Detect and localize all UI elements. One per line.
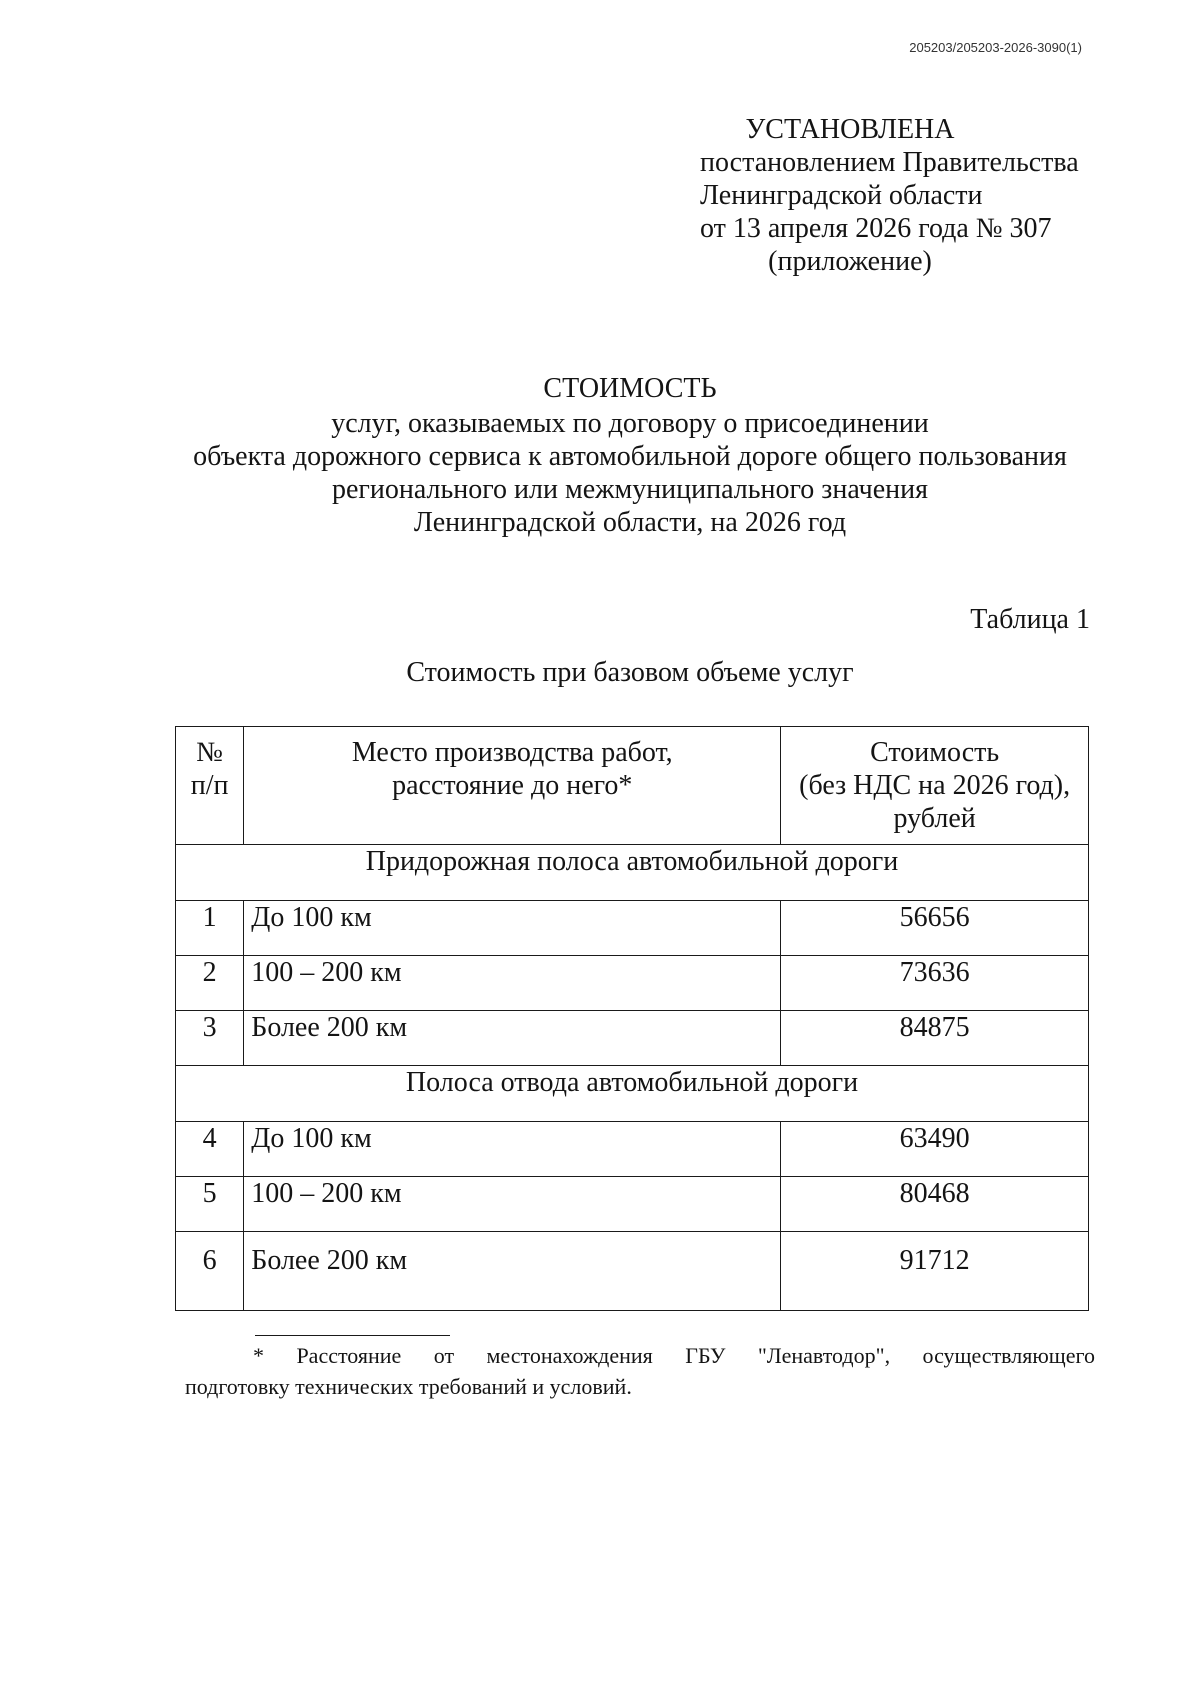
title-heading: СТОИМОСТЬ: [543, 373, 717, 404]
table-header-row: [176, 727, 1089, 845]
header-text: п/п: [190, 770, 229, 801]
document-title: [150, 372, 1110, 539]
approval-line: от 13 апреля 2026 года № 307: [700, 213, 1052, 244]
table-number: Таблица 1: [970, 604, 1090, 635]
header-text: рублей: [893, 803, 976, 834]
table-caption: Стоимость при базовом объеме услуг: [406, 657, 854, 688]
row-number: 3: [176, 1011, 244, 1066]
header-text: №: [196, 737, 223, 768]
table-row: [176, 1011, 1089, 1066]
row-place: 100 – 200 км: [244, 1177, 781, 1232]
table-row: [176, 956, 1089, 1011]
section-title: Полоса отвода автомобильной дороги: [176, 1066, 1089, 1122]
row-cost: 80468: [781, 1177, 1089, 1232]
table-row: [176, 901, 1089, 956]
table-row: [176, 1177, 1089, 1232]
approval-stamp: [700, 113, 1100, 278]
row-number: 5: [176, 1177, 244, 1232]
header-text: (без НДС на 2026 год),: [799, 770, 1071, 801]
header-text: Место производства работ,: [351, 737, 673, 768]
header-text: Стоимость: [870, 737, 1000, 768]
row-place: До 100 км: [244, 901, 781, 956]
document-id: 205203/205203-2026-3090(1): [909, 40, 1082, 55]
header-cost: [781, 727, 1089, 845]
footnote: [185, 1340, 1095, 1402]
table-row: [176, 1122, 1089, 1177]
title-line: регионального или межмуниципального значения: [331, 474, 929, 505]
header-place: [244, 727, 781, 845]
row-number: 1: [176, 901, 244, 956]
title-line: объекта дорожного сервиса к автомобильной дороге общего пользования: [193, 441, 1067, 472]
price-table: [175, 726, 1089, 1311]
footnote-divider: [255, 1335, 450, 1336]
section-row: [176, 1066, 1089, 1122]
section-title: Придорожная полоса автомобильной дороги: [176, 845, 1089, 901]
row-place: До 100 км: [244, 1122, 781, 1177]
approval-heading: УСТАНОВЛЕНА: [745, 114, 955, 145]
approval-line: постановлением Правительства: [700, 147, 1079, 178]
approval-line: (приложение): [768, 246, 932, 277]
footnote-line: * Расстояние от местонахождения ГБУ "Ленавтодор", осуществляющего: [253, 1343, 1095, 1368]
row-number: 2: [176, 956, 244, 1011]
row-cost: 56656: [781, 901, 1089, 956]
row-number: 6: [176, 1232, 244, 1311]
footnote-line: подготовку технических требований и условий.: [185, 1374, 632, 1399]
header-text: расстояние до него*: [392, 770, 633, 801]
row-place: Более 200 км: [244, 1232, 781, 1311]
title-line: услуг, оказываемых по договору о присоединении: [331, 408, 929, 439]
row-cost: 91712: [781, 1232, 1089, 1311]
table-row: [176, 1232, 1089, 1311]
title-line: Ленинградской области, на 2026 год: [413, 507, 847, 538]
section-row: [176, 845, 1089, 901]
row-place: Более 200 км: [244, 1011, 781, 1066]
row-number: 4: [176, 1122, 244, 1177]
row-cost: 73636: [781, 956, 1089, 1011]
row-cost: 63490: [781, 1122, 1089, 1177]
approval-line: Ленинградской области: [700, 180, 983, 211]
row-place: 100 – 200 км: [244, 956, 781, 1011]
header-number: [176, 727, 244, 845]
row-cost: 84875: [781, 1011, 1089, 1066]
